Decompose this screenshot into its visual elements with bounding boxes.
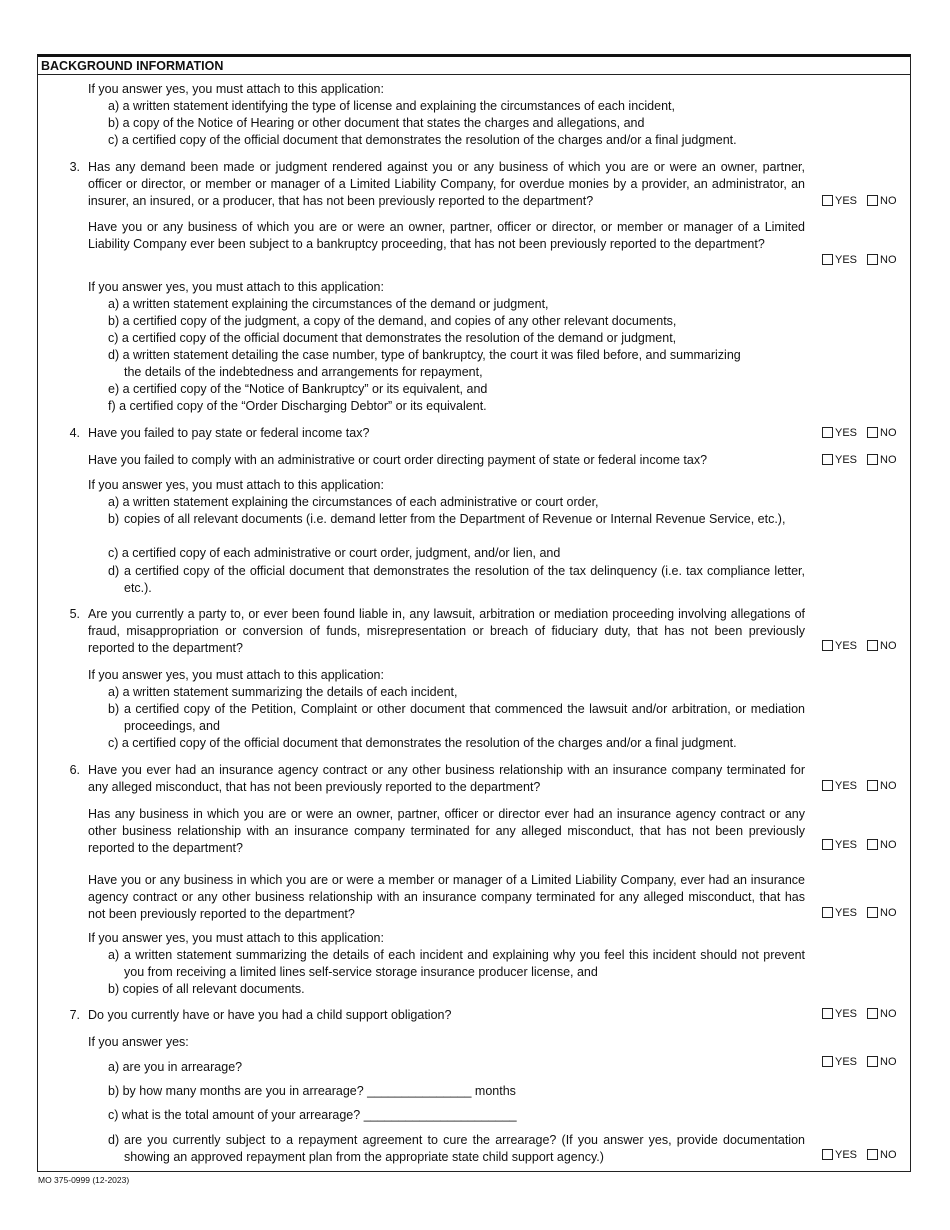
q5-number: 5. bbox=[69, 607, 80, 621]
q4-text-order: Have you failed to comply with an administrative or court order directing payment of state or federal income tax? bbox=[88, 453, 708, 467]
q3-item-d-cont: the details of the indebtedness and arrangements for repayment, bbox=[124, 365, 483, 379]
q4-item-d-marker: d) bbox=[108, 564, 120, 578]
q6-item-a: a written statement summarizing the details of each incident and explaining why you feel this incident should not prevent you from receiving a limited lines self-service storage insurance producer license, and bbox=[124, 948, 805, 979]
q4b-no-checkbox[interactable] bbox=[867, 454, 878, 465]
q5-item-b-marker: b) bbox=[108, 702, 120, 716]
q5-no-checkbox[interactable] bbox=[867, 640, 878, 651]
q7-item-c: c) what is the total amount of your arrearage? ______________________ bbox=[108, 1108, 517, 1122]
q4-text: Have you failed to pay state or federal income tax? bbox=[88, 426, 370, 440]
q4b-yes-no: YES NO bbox=[822, 454, 897, 467]
intro-item-c: c) a certified copy of the official document that demonstrates the resolution of the charges and/or a final judgment. bbox=[108, 133, 737, 147]
q5-yes-no: YES NO bbox=[822, 640, 897, 653]
q3-lead: If you answer yes, you must attach to this application: bbox=[88, 280, 384, 294]
q7-item-d-marker: d) bbox=[108, 1133, 120, 1147]
q4-number: 4. bbox=[69, 426, 80, 440]
q3-item-f: f) a certified copy of the “Order Discharging Debtor” or its equivalent. bbox=[108, 399, 487, 413]
intro-lead: If you answer yes, you must attach to this application: bbox=[88, 82, 384, 96]
q6-no-checkbox[interactable] bbox=[867, 780, 878, 791]
q7-item-a: a) are you in arrearage? bbox=[108, 1060, 243, 1074]
q3-item-b: b) a certified copy of the judgment, a copy of the demand, and copies of any other relevant documents, bbox=[108, 314, 677, 328]
q7-number: 7. bbox=[69, 1008, 80, 1022]
q4-item-d: a certified copy of the official document that demonstrates the resolution of the tax delinquency (i.e. tax compliance letter, etc.). bbox=[124, 564, 805, 595]
q3-number: 3. bbox=[69, 160, 80, 174]
q6b-yes-no: YES NO bbox=[822, 839, 897, 852]
intro-item-b: b) a copy of the Notice of Hearing or other document that states the charges and allegations, and bbox=[108, 116, 645, 130]
q6-text-business: Has any business in which you are or were an owner, partner, officer or director ever had an insurance agency contract or any other business relationship with an insurance company terminated for any alleged misconduct, that has not been previously reported to the department? bbox=[88, 807, 805, 855]
q6-text: Have you ever had an insurance agency contract or any other business relationship with an insurance company terminated for any alleged misconduct, that has not been previously reported to the department? bbox=[88, 763, 805, 794]
q3b-no-checkbox[interactable] bbox=[867, 254, 878, 265]
q7a-no-checkbox[interactable] bbox=[867, 1056, 878, 1067]
q3b-yes-checkbox[interactable] bbox=[822, 254, 833, 265]
q4-yes-checkbox[interactable] bbox=[822, 427, 833, 438]
q5-yes-checkbox[interactable] bbox=[822, 640, 833, 651]
q3-item-c: c) a certified copy of the official document that demonstrates the resolution of the demand or judgment, bbox=[108, 331, 677, 345]
q4-lead: If you answer yes, you must attach to this application: bbox=[88, 478, 384, 492]
q5-lead: If you answer yes, you must attach to this application: bbox=[88, 668, 384, 682]
q7d-yes-checkbox[interactable] bbox=[822, 1149, 833, 1160]
q7a-yes-no: YES NO bbox=[822, 1056, 897, 1069]
q6c-no-checkbox[interactable] bbox=[867, 907, 878, 918]
q6-yes-checkbox[interactable] bbox=[822, 780, 833, 791]
q6c-yes-no: YES NO bbox=[822, 907, 897, 920]
q5-text: Are you currently a party to, or ever been found liable in, any lawsuit, arbitration or mediation proceeding involving allegations of fraud, misappropriation or conversion of funds, misrepresentation or breach of fiduciary duty, that has not been previously reported to the department? bbox=[88, 607, 805, 655]
q6-yes-no: YES NO bbox=[822, 780, 897, 793]
q3-text-bankruptcy: Have you or any business of which you are or were an owner, partner, officer or director, or member or manager of a Limited Liability Company ever been subject to a bankruptcy proceeding, that has not been previously reported to the department? bbox=[88, 220, 805, 251]
q7-text: Do you currently have or have you had a child support obligation? bbox=[88, 1008, 452, 1022]
section-header: BACKGROUND INFORMATION bbox=[37, 57, 911, 75]
q6-item-b: b) copies of all relevant documents. bbox=[108, 982, 305, 996]
q3-item-d: d) a written statement detailing the case number, type of bankruptcy, the court it was filed before, and summarizing bbox=[108, 348, 741, 362]
q4-item-b-marker: b) bbox=[108, 512, 120, 526]
q3-text: Has any demand been made or judgment rendered against you or any business of which you are or were an owner, partner, officer or director, or member or manager of a Limited Liability Company, for overdue monies by a provider, an administrator, an insurer, an insured, or a producer, that has not been previously reported to the department? bbox=[88, 160, 805, 208]
q6c-yes-checkbox[interactable] bbox=[822, 907, 833, 918]
q7d-no-checkbox[interactable] bbox=[867, 1149, 878, 1160]
q4-item-a: a) a written statement explaining the circumstances of each administrative or court order, bbox=[108, 495, 599, 509]
q7-no-checkbox[interactable] bbox=[867, 1008, 878, 1019]
q7-lead: If you answer yes: bbox=[88, 1035, 189, 1049]
form-id: MO 375-0999 (12-2023) bbox=[38, 1175, 130, 1185]
q4-no-checkbox[interactable] bbox=[867, 427, 878, 438]
q3b-yes-no: YES NO bbox=[822, 254, 897, 267]
intro-item-a: a) a written statement identifying the type of license and explaining the circumstances of each incident, bbox=[108, 99, 675, 113]
q6-lead: If you answer yes, you must attach to this application: bbox=[88, 931, 384, 945]
q6-item-a-marker: a) bbox=[108, 948, 120, 962]
q7-item-d: are you currently subject to a repayment agreement to cure the arrearage? (If you answer yes, provide documentation showing an approved repayment plan from the appropriate state child support agency.) bbox=[124, 1133, 805, 1164]
q6b-no-checkbox[interactable] bbox=[867, 839, 878, 850]
q6-number: 6. bbox=[69, 763, 80, 777]
q7a-yes-checkbox[interactable] bbox=[822, 1056, 833, 1067]
q5-item-c: c) a certified copy of the official document that demonstrates the resolution of the charges and/or a final judgment. bbox=[108, 736, 737, 750]
q3-item-e: e) a certified copy of the “Notice of Bankruptcy” or its equivalent, and bbox=[108, 382, 488, 396]
q5-item-a: a) a written statement summarizing the details of each incident, bbox=[108, 685, 458, 699]
q3-item-a: a) a written statement explaining the circumstances of the demand or judgment, bbox=[108, 297, 549, 311]
q4-item-c: c) a certified copy of each administrative or court order, judgment, and/or lien, and bbox=[108, 546, 561, 560]
q5-item-b: a certified copy of the Petition, Complaint or other document that commenced the lawsuit and/or arbitration, or mediation proceedings, and bbox=[124, 702, 805, 733]
q4-item-b: copies of all relevant documents (i.e. demand letter from the Department of Revenue or Internal Revenue Service, etc.), bbox=[124, 512, 786, 526]
q3-no-checkbox[interactable] bbox=[867, 195, 878, 206]
q6b-yes-checkbox[interactable] bbox=[822, 839, 833, 850]
q7d-yes-no: YES NO bbox=[822, 1149, 897, 1162]
q4-yes-no: YES NO bbox=[822, 427, 897, 440]
q4b-yes-checkbox[interactable] bbox=[822, 454, 833, 465]
q3-yes-no: YES NO bbox=[822, 195, 897, 208]
q6-text-llc: Have you or any business in which you are or were a member or manager of a Limited Liability Company, ever had an insurance agency contract or any other business relationship with an insurance company terminated for any alleged misconduct, that has not been previously reported to the department? bbox=[88, 873, 805, 921]
q7-yes-no: YES NO bbox=[822, 1008, 897, 1021]
q7-item-b: b) by how many months are you in arrearage? _______________ months bbox=[108, 1084, 516, 1098]
q7-yes-checkbox[interactable] bbox=[822, 1008, 833, 1019]
q3-yes-checkbox[interactable] bbox=[822, 195, 833, 206]
